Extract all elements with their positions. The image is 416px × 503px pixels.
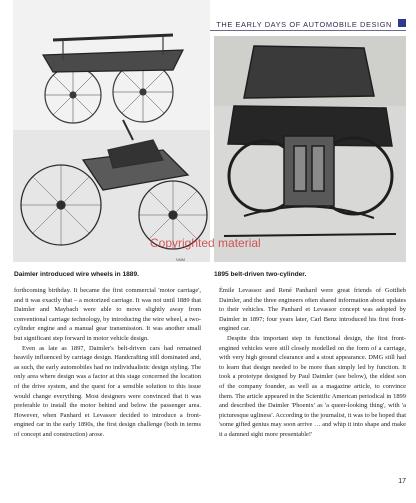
caption-left xyxy=(14,263,210,276)
running-title: THE EARLY DAYS OF AUTOMOBILE DESIGN xyxy=(216,20,392,29)
photo-belt-driven-engine xyxy=(214,36,406,262)
photo-engine-illustration xyxy=(214,36,406,262)
body-paragraph: Émile Levassor and René Panhard were great friends of Gottlieb Daimler, and the three engineers often shared information about updates to their vehicles. The Panhard et Levassor concept was adopted by Daimler in 1897; four years later, Carl Benz introduced his first front-engined car. xyxy=(219,287,406,333)
body-column-left xyxy=(14,286,201,440)
body-paragraph: Despite this important step in functional design, the first front-engined vehicles were still closely modelled on the form of a carriage, with very high ground clearance and a stout appearance. DMG still had to learn that design needed to be more than simply led by function. It took a prototype designed by Paul Daimler (see below), the eldest son of the company founder, as well as a magazine article, to convince them. The article appeared in the Scientific American periodical in 1899 and described the Daimler 'Phoenix' as 'a queer-looking thing', with 'a picturesque ugliness'. According to the journalist, it was to be hoped that 'some gifted genius may soon arrive … and whip it into shape and make it a damned sight more presentable!' xyxy=(219,334,406,438)
page-number: 17 xyxy=(398,478,406,485)
body-paragraph: forthcoming birthday. It became the first commercial 'motor carriage', and it was exactly that – a motorized carriage. It was not until 1889 that Daimler and Maybach were able to move slightly away from conventional carriage technology, by introducing the wire wheel, a two-cylinder engine and a manual gear transmission. It was another small but significant step forward in motor vehicle design. xyxy=(14,287,201,342)
body-column-right xyxy=(219,286,406,440)
header-square-marker xyxy=(398,19,406,27)
caption-right-text: 1895 belt-driven two-cylinder. xyxy=(214,271,307,278)
caption-left-text: Daimler introduced wire wheels in 1889. xyxy=(14,271,139,278)
copyright-watermark: Copyrighted material xyxy=(150,236,261,250)
header-rule xyxy=(193,30,406,31)
caption-right xyxy=(214,263,406,276)
photo-daimler-illustration xyxy=(13,0,210,262)
body-paragraph: Even as late as 1897, Daimler's belt-driven cars had remained heavily influenced by carriage design. Handcrafting still dominated and, as such, the early automobiles had no individualistic design styling. The only area where design was a factor at this stage concerned the location of the drive system, and the quest for a sensible solution to this issue would change everything. Most designers were convinced that it was preferable to install the motor behind and below the passenger area. However, when Panhard et Levassor decided to introduce a front-engined car in the early 1890s, the first design challenge (both in terms of concept and construction) arose. xyxy=(14,344,201,438)
photo-credit: NMM xyxy=(176,258,186,262)
photo-daimler-wire-wheel-car xyxy=(13,0,210,262)
